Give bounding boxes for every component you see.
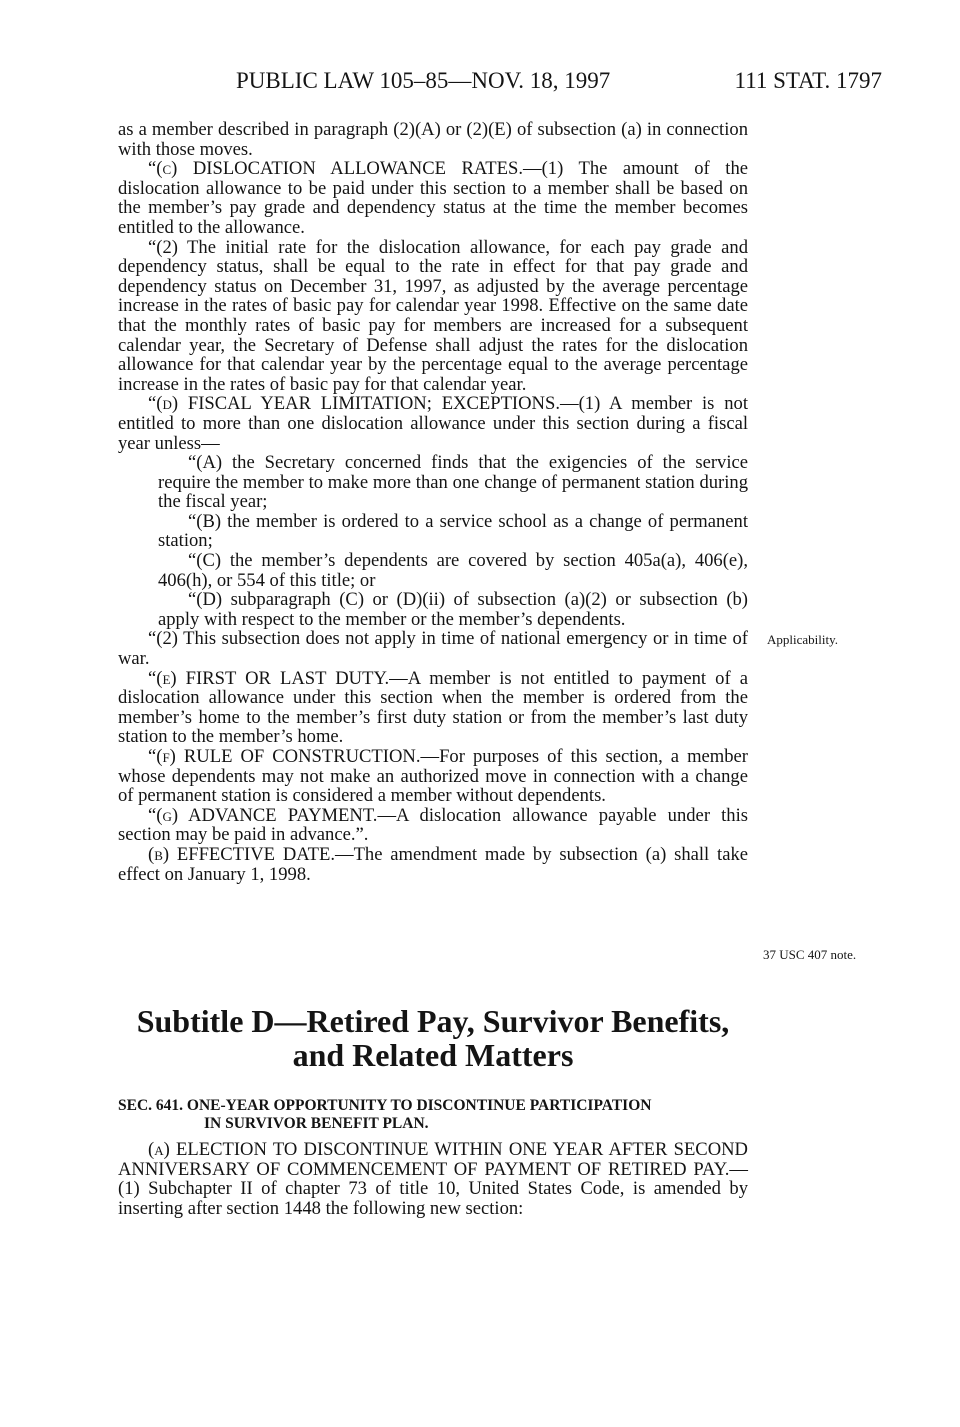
section-para-a-heading: (a) ELECTION TO DISCONTINUE WITHIN ONE YEAR AFTER SECOND ANNIVERSARY OF COMMENCEMENT OF PAYMENT OF RETIRED PAY. (118, 1139, 748, 1180)
para-e (118, 669, 748, 747)
margin-note-usc: 37 USC 407 note. (763, 947, 857, 962)
para-c-heading: “(c) DISLOCATION ALLOWANCE RATES. (148, 158, 523, 180)
para-b-text: —The amendment made by subsection (a) shall take effect on January 1, 1998. (118, 843, 748, 885)
para-continuation: as a member described in paragraph (2)(A) or (2)(E) of subsection (a) in connection with those moves. (118, 119, 748, 160)
para-b-heading: (b) EFFECTIVE DATE. (148, 843, 335, 865)
para-e-text: —A member is not entitled to payment of a dislocation allowance under this section when the member is ordered from the member’s home to the member’s first duty station or from the member’s last duty station to the member’s home. (118, 667, 748, 748)
para-f-heading: “(f) RULE OF CONSTRUCTION. (148, 746, 421, 767)
para-g-text: —A dislocation allowance payable under this section may be paid in advance.”. (118, 804, 748, 846)
para-c-text: —(1) The amount of the dislocation allowance to be paid under this section to a member shall be based on the member’s pay grade and dependency status at the time the member becomes entitled to the allowance. (118, 158, 749, 238)
subpara-a: “(A) the Secretary concerned finds that the exigencies of the service require the member to make more than one change of permanent station during the fiscal year; (158, 452, 748, 513)
header-stat-page: 111 STAT. 1797 (734, 68, 882, 93)
section-heading-line1: SEC. 641. ONE-YEAR OPPORTUNITY TO DISCONTINUE PARTICIPATION (118, 1097, 652, 1114)
margin-note-applicability: Applicability. (767, 632, 839, 647)
para-g-heading: “(g) ADVANCE PAYMENT. (148, 804, 378, 826)
para-d-2: “(2) This subsection does not apply in time of national emergency or in time of war. (118, 628, 748, 670)
para-c (118, 159, 748, 237)
statute-body (118, 120, 748, 884)
subpara-b: “(B) the member is ordered to a service school as a change of permanent station; (158, 510, 748, 552)
para-b-effective-date (118, 845, 748, 884)
para-f-text: —For purposes of this section, a member whose dependents may not make an authorized move in connection with a change of permanent station is considered a member without dependents. (118, 746, 748, 807)
para-d-heading: “(d) FISCAL YEAR LIMITATION; EXCEPTIONS. (148, 393, 560, 415)
subpara-d: “(D) subparagraph (C) or (D)(ii) of subsection (a)(2) or subsection (b) apply with respect to the member or the member’s dependents. (158, 589, 748, 630)
section-heading (118, 1097, 748, 1133)
section-body (118, 1140, 748, 1218)
subtitle-heading: Subtitle D—Retired Pay, Survivor Benefits, and Related Matters (136, 1003, 730, 1073)
para-c-2: “(2) The initial rate for the dislocation allowance, for each pay grade and dependency status, shall be equal to the rate in effect for that pay grade and dependency status on December 31, 1997, as adjusted by the average percentage increase in the rates of basic pay for calendar year 1998. Effective on the same date that the monthly rates of basic pay for members are increased for a subsequent calendar year, the Secretary of Defense shall adjust the rates for the dislocation allowance for that calendar year by the percentage equal to the average percentage increase in the rates of basic pay for that calendar year. (118, 236, 748, 395)
subpara-c: “(C) the member’s dependents are covered by section 405a(a), 406(e), 406(h), or 554 of this title; or (158, 550, 748, 591)
para-e-heading: “(e) FIRST OR LAST DUTY. (148, 667, 390, 689)
header-citation: PUBLIC LAW 105–85—NOV. 18, 1997 (236, 68, 611, 93)
para-d (118, 394, 748, 453)
para-f (118, 747, 748, 806)
page-header (0, 68, 960, 102)
section-para-a-text: —(1) Subchapter II of chapter 73 of title 10, United States Code, is amended by inserting after section 1448 the following new section: (118, 1158, 748, 1219)
para-d-text: —(1) A member is not entitled to more than one dislocation allowance under this section during a fiscal year unless— (118, 393, 749, 454)
section-para-a (118, 1140, 748, 1218)
para-g (118, 806, 748, 845)
section-heading-line2: IN SURVIVOR BENEFIT PLAN. (204, 1115, 429, 1132)
